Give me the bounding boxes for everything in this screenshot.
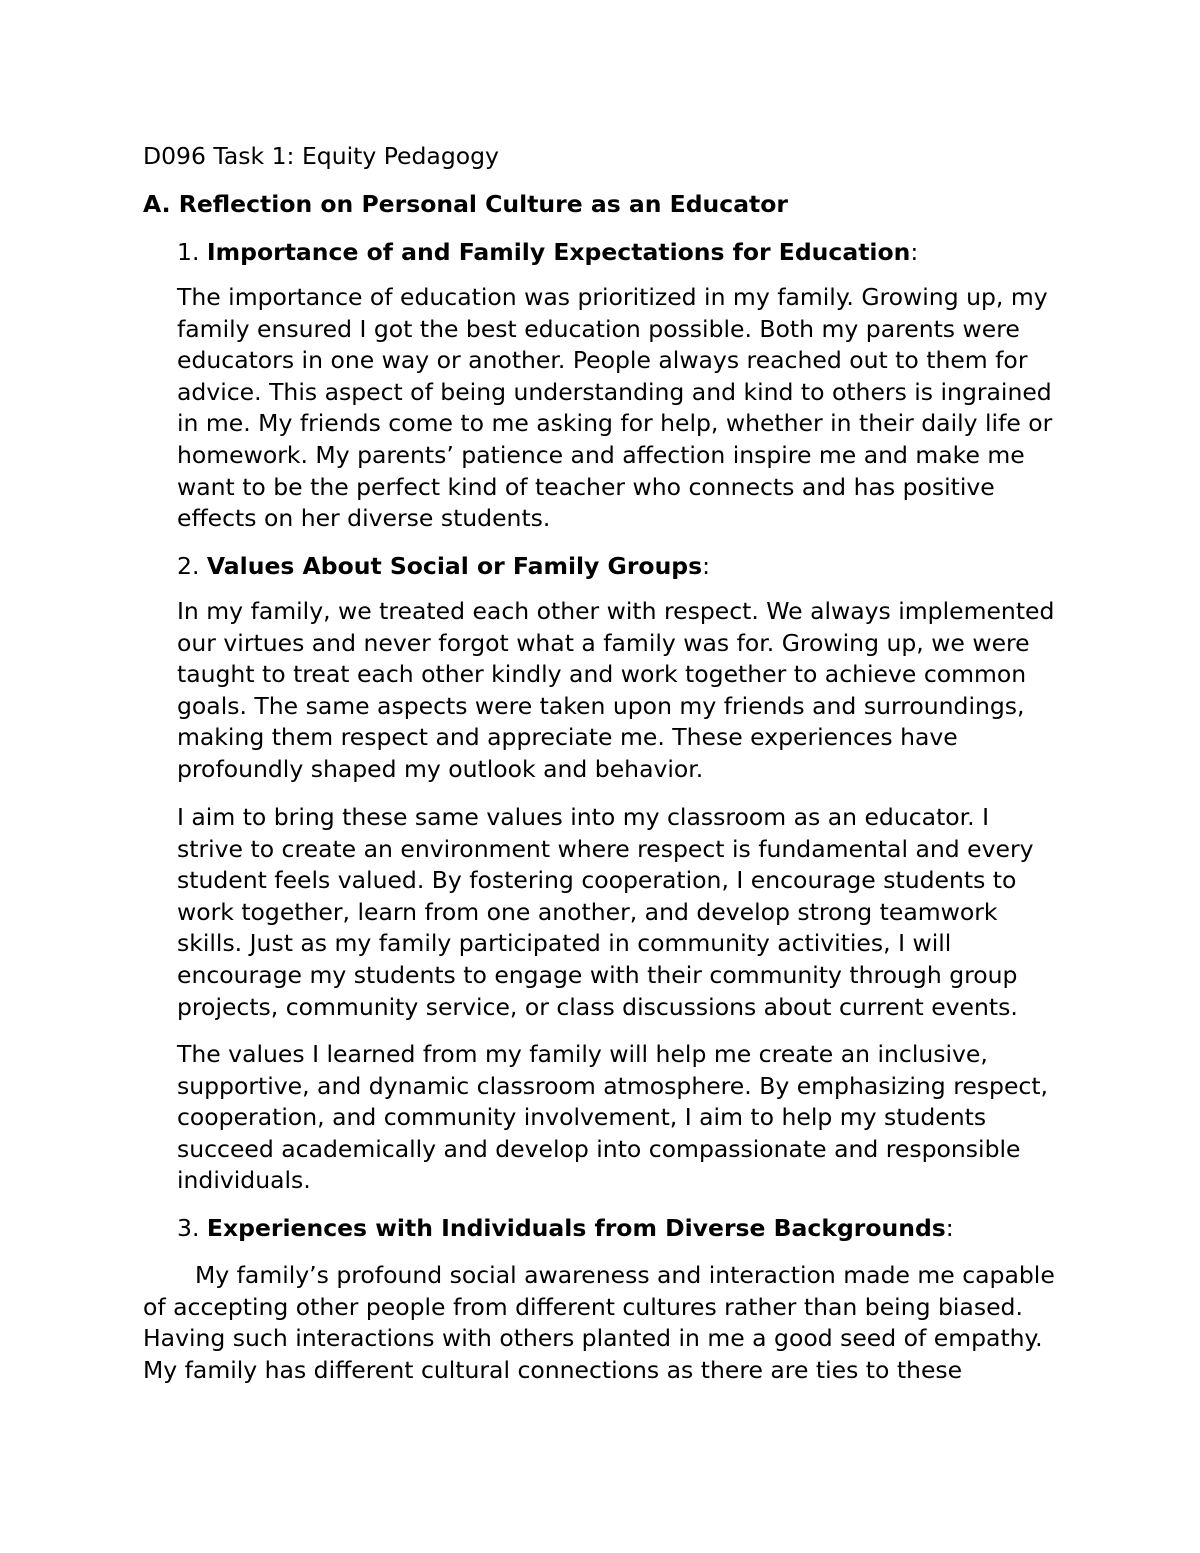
paragraph-line: The importance of education was prioritized in my family. Growing up, my [177,283,1048,311]
paragraph-line: homework. My parents’ patience and affection inspire me and make me [177,440,1025,469]
item-3-suffix: : [945,1214,954,1242]
paragraph-line: My family has different cultural connections as there are ties to these [143,1355,963,1384]
paragraph-line: taught to treat each other kindly and work together to achieve common [177,660,1027,689]
item-1-label: Importance of and Family Expectations for Education [206,238,911,266]
item-3-heading [177,1212,954,1244]
paragraph-line: work together, learn from one another, and develop strong teamwork [177,897,998,926]
item-1-heading [177,236,918,268]
paragraph-2 [177,596,1067,786]
paragraph-line: encourage my students to engage with their community through group [177,960,1018,989]
paragraph-line: In my family, we treated each other with respect. We always implemented [177,597,1055,625]
paragraph-line-text: My family’s profound social awareness and interaction made me capable [195,1261,1055,1289]
paragraph-1 [177,282,1067,535]
paragraph-line: supportive, and dynamic classroom atmosphere. By emphasizing respect, [177,1071,1049,1100]
paragraph-line: effects on her diverse students. [177,504,551,533]
paragraph-line: in me. My friends come to me asking for help, whether in their daily life or [177,409,1053,438]
paragraph-line: strive to create an environment where respect is fundamental and every [177,834,1034,863]
section-a-heading: A. Reflection on Personal Culture as an Educator [143,190,789,218]
paragraph-line: goals. The same aspects were taken upon my friends and surroundings, [177,691,1025,720]
item-2-suffix: : [702,552,711,580]
document-title: D096 Task 1: Equity Pedagogy [143,142,499,170]
paragraph-line [143,1260,1068,1292]
paragraph-line: our virtues and never forgot what a family was for. Growing up, we were [177,628,1030,657]
paragraph-line: family ensured I got the best education possible. Both my parents were [177,314,1020,343]
paragraph-line: want to be the perfect kind of teacher who connects and has positive [177,472,995,501]
item-3-number: 3. [177,1214,200,1242]
paragraph-line: The values I learned from my family will help me create an inclusive, [177,1040,988,1068]
paragraph-line: cooperation, and community involvement, I aim to help my students [177,1103,987,1132]
paragraph-line: of accepting other people from different cultures rather than being biased. [143,1292,1023,1321]
item-3-label: Experiences with Individuals from Diverse Backgrounds [206,1214,946,1242]
paragraph-line: projects, community service, or class discussions about current events. [177,992,1018,1021]
paragraph-4 [177,1039,1067,1197]
item-1-number: 1. [177,238,200,266]
item-2-number: 2. [177,552,200,580]
paragraph-5 [143,1260,1068,1386]
paragraph-line: profoundly shaped my outlook and behavior. [177,754,704,783]
paragraph-line: educators in one way or another. People always reached out to them for [177,346,1028,375]
paragraph-line: individuals. [177,1166,311,1195]
paragraph-line: I aim to bring these same values into my classroom as an educator. I [177,803,990,831]
item-2-label: Values About Social or Family Groups [206,552,703,580]
paragraph-line: advice. This aspect of being understanding and kind to others is ingrained [177,377,1052,406]
paragraph-line: skills. Just as my family participated in community activities, I will [177,929,952,958]
paragraph-line: making them respect and appreciate me. These experiences have [177,723,958,752]
item-1-suffix: : [910,238,919,266]
paragraph-line: Having such interactions with others planted in me a good seed of empathy. [143,1324,1043,1353]
item-2-heading [177,550,710,582]
paragraph-line: student feels valued. By fostering cooperation, I encourage students to [177,866,1017,895]
paragraph-3 [177,802,1067,1023]
paragraph-line: succeed academically and develop into compassionate and responsible [177,1134,1021,1163]
